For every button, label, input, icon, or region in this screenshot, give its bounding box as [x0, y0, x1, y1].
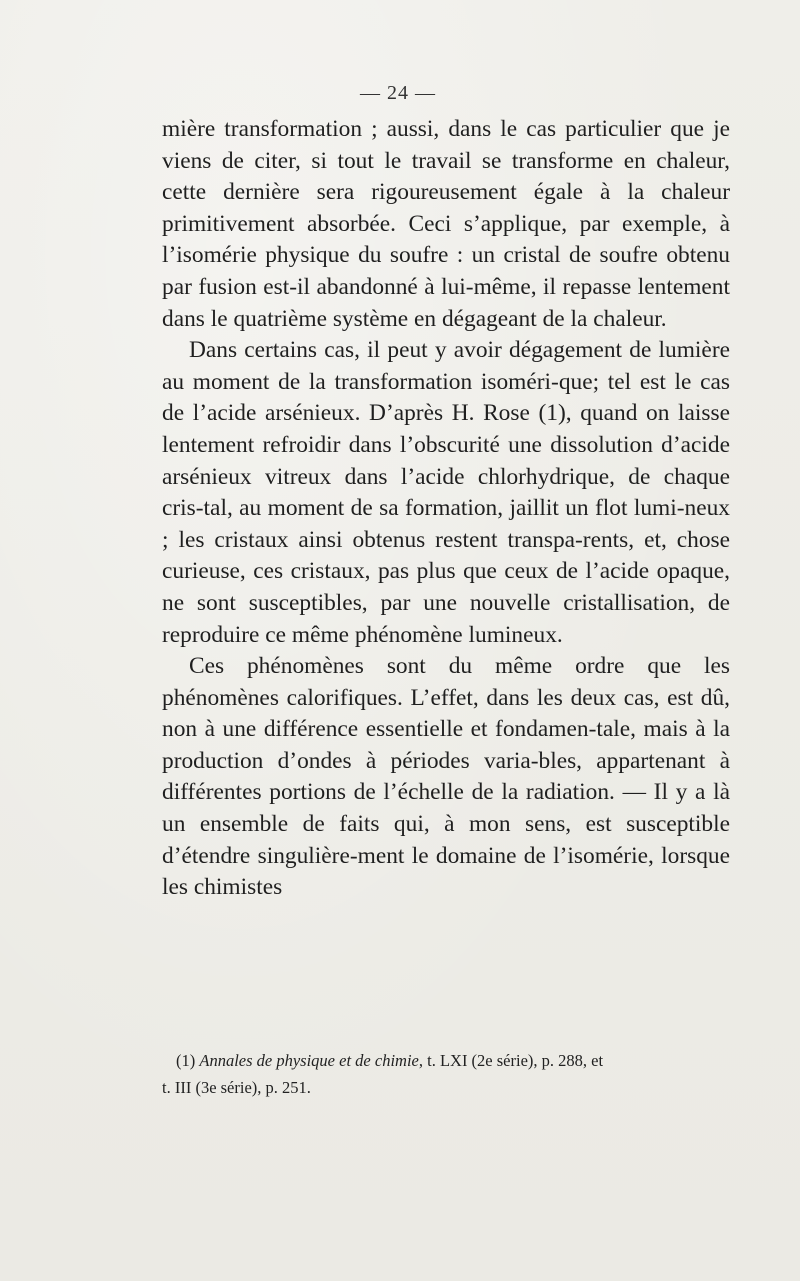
footnote	[162, 1047, 730, 1101]
main-text	[162, 114, 730, 904]
paragraph-1: mière transformation ; aussi, dans le cas particulier que je viens de citer, si tout le travail se transforme en chaleur, cette dernière sera rigoureusement égale à la chaleur primitivement absorbée. Ceci s’applique, par exemple, à l’isomérie physique du soufre : un cristal de soufre obtenu par fusion est-il abandonné à lui-même, il repasse lentement dans le quatrième système en dégageant de la chaleur.	[162, 116, 730, 332]
page-number: — 24 —	[360, 82, 436, 104]
footnote-marker: (1)	[176, 1051, 196, 1070]
paragraph-3: Ces phénomènes sont du même ordre que les phénomènes calorifiques. L’effet, dans les deux cas, est dû, non à une différence essentielle et fondamen-tale, mais à la production d’ondes à périodes varia-bles, appartenant à différentes portions de l’échelle de la radiation. — Il y a là un ensemble de faits qui, à mon sens, est susceptible d’étendre singulière-ment le domaine de l’isomérie, lorsque les chimistes	[162, 653, 730, 901]
footnote-reference: , t. LXI (2e série), p. 288, et	[418, 1051, 604, 1070]
paragraph-2: Dans certains cas, il peut y avoir dégagement de lumière au moment de la transformation isoméri-que; tel est le cas de l’acide arsénieux. D’après H. Rose (1), quand on laisse lentement refroidir dans l’obscurité une dissolution d’acide arsénieux vitreux dans l’acide chlorhydrique, de chaque cris-tal, au moment de sa formation, jaillit un flot lumi-neux ; les cristaux ainsi obtenus restent transpa-rents, et, chose curieuse, ces cristaux, pas plus que ceux de l’acide opaque, ne sont susceptibles, par une nouvelle cristallisation, de reproduire ce même phénomène lumineux.	[162, 337, 730, 648]
footnote-journal-title: Annales de physique et de chimie	[199, 1051, 419, 1070]
footnote-line-1	[162, 1047, 730, 1074]
footnote-line-2: t. III (3e série), p. 251.	[162, 1078, 311, 1097]
